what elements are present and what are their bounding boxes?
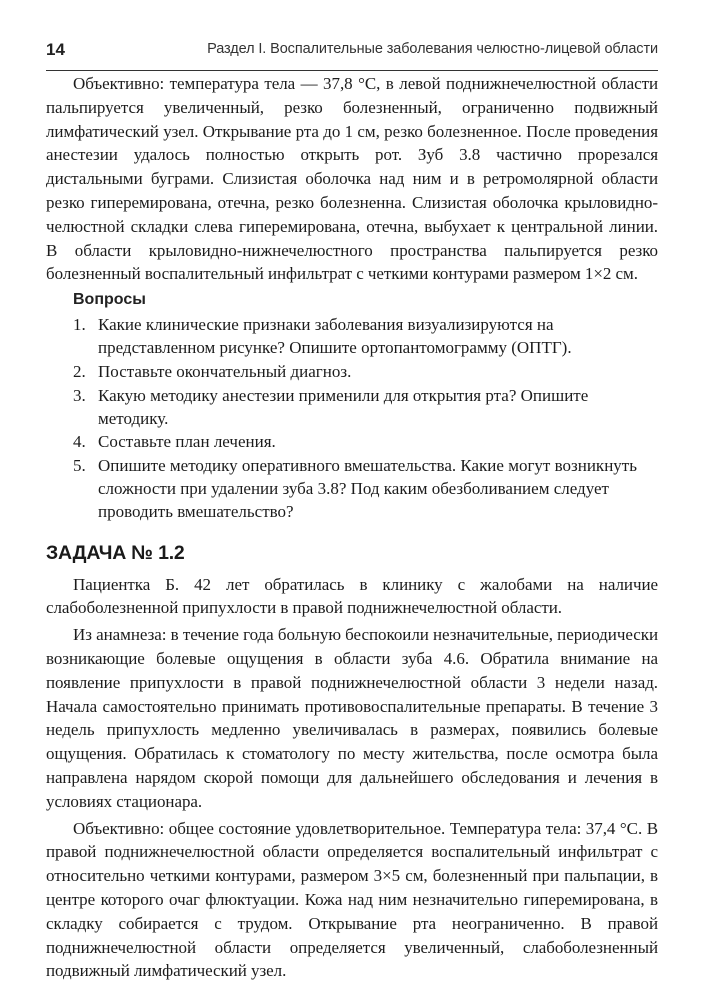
question-text: Какие клинические признаки заболевания визуализируются на представленном рисунке? Опишите ортопантомограмму (ОПТГ).	[98, 315, 572, 358]
question-item	[46, 454, 658, 524]
question-number: 3.	[73, 385, 86, 405]
task-heading: ЗАДАЧА № 1.2	[46, 541, 185, 564]
examination-paragraph: Объективно: общее состояние удовлетворительное. Температура тела: 37,4 °С. В правой поднижнечелюстной области определяется воспалительный инфильтрат с относительно четкими контурами, размером 3×5 см, болезненный при пальпации, в центре которого очаг флюктуации. Кожа над ним незначительно гиперемирована, в складку собирается с трудом. Открывание рта неограниченно. В правой поднижнечелюстной области определяется увеличенный, слабоболезненный подвижный лимфатический узел.	[46, 818, 658, 981]
question-item	[46, 360, 658, 383]
question-item	[46, 313, 658, 359]
question-number: 1.	[73, 315, 86, 335]
questions-heading: Вопросы	[73, 291, 146, 309]
question-text: Опишите методику оперативного вмешательства. Какие могут возникнуть сложности при удалении зуба 3.8? Под каким обезболиванием следует проводить вмешательство?	[98, 455, 637, 522]
running-title: Раздел I. Воспалительные заболевания челюстно-лицевой области	[207, 41, 658, 57]
question-item	[46, 384, 658, 430]
page-header	[46, 38, 658, 71]
question-number: 4.	[73, 432, 86, 452]
question-text: Какую методику анестезии применили для открытия рта? Опишите методику.	[98, 385, 589, 428]
question-number: 2.	[73, 361, 86, 381]
objective-paragraph: Объективно: температура тела — 37,8 °С, в левой поднижнечелюстной области пальпируется увеличенный, резко болезненный, ограниченно подвижный лимфатический узел. Открывание рта до 1 см, резко болезненное. После проведения анестезии удалось полностью открыть рот. Зуб 3.8 частично прорезался дистальными буграми. Слизистая оболочка над ним и в ретромолярной области резко гиперемирована, отечна, резко болезненна. Слизистая оболочка крыловидно-челюстной складки слева гиперемирована, отечна, выбухает к центральной линии. В области крыловидно-нижнечелюстного пространства пальпируется резко болезненный воспалительный инфильтрат с четкими контурами размером 1×2 см.	[46, 74, 658, 284]
question-text: Составьте план лечения.	[98, 432, 276, 452]
question-item	[46, 430, 658, 453]
complaint-paragraph: Пациентка Б. 42 лет обратилась в клинику с жалобами на наличие слабоболезненной припухлости в правой поднижнечелюстной области.	[46, 574, 658, 618]
questions-list	[46, 313, 658, 523]
question-text: Поставьте окончательный диагноз.	[98, 361, 352, 381]
anamnesis-paragraph: Из анамнеза: в течение года больную беспокоили незначительные, периодически возникающие болевые ощущения в области зуба 4.6. Обратила внимание на появление припухлости в правой поднижнечелюстной области 3 недели назад. Начала самостоятельно принимать противовоспалительные препараты. В течение 3 недель припухлость медленно увеличивалась в размерах, появились болевые ощущения. Обратилась к стоматологу по месту жительства, после осмотра была направлена нарядом скорой помощи для дальнейшего обследования и лечения в условиях стационара.	[46, 625, 658, 811]
page-content	[46, 72, 658, 983]
page-number: 14	[46, 40, 65, 59]
question-number: 5.	[73, 455, 86, 475]
